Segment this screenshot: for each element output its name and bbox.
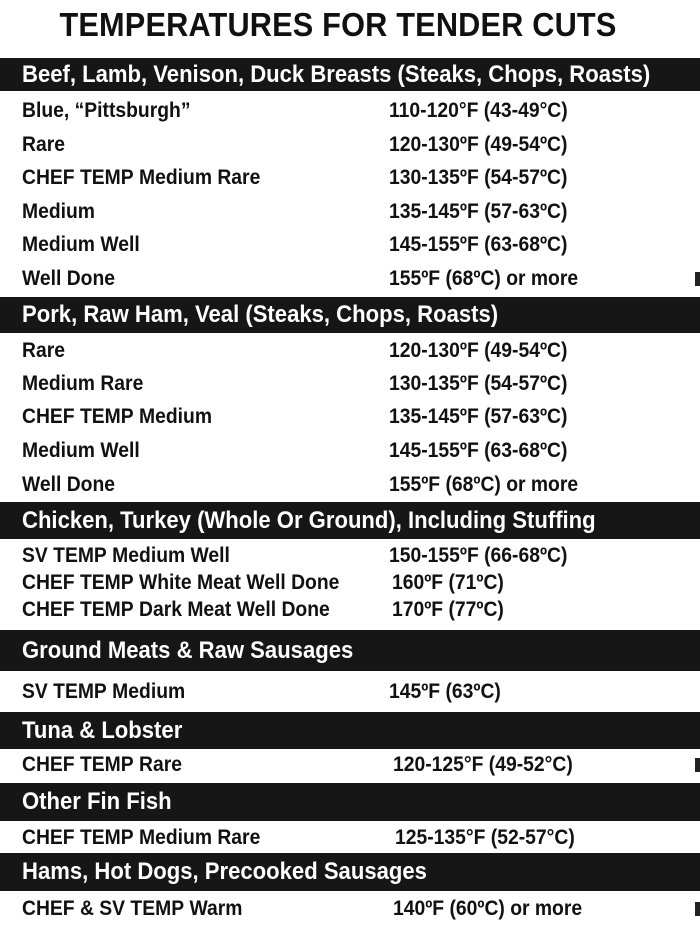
section-header-pork <box>0 297 700 333</box>
row-label: Medium Rare <box>133 826 261 849</box>
row-prefix: CHEF & SV TEMP <box>22 897 185 920</box>
table-row <box>22 571 339 595</box>
row-label: Rare <box>133 753 182 776</box>
row-value: 145-155ºF (63-68ºC) <box>389 233 568 256</box>
edge-mark <box>695 902 700 916</box>
row-value: 110-120°F (43-49°C) <box>389 99 568 122</box>
row-label: Medium Rare <box>133 166 261 189</box>
row-label: Medium Rare <box>22 372 144 395</box>
row-prefix: CHEF TEMP <box>22 753 134 776</box>
section-header-label: Beef, Lamb, Venison, Duck Breasts (Steaks, Chops, Roasts) <box>22 60 651 88</box>
edge-mark <box>695 758 700 772</box>
row-value: 120-125°F (49-52°C) <box>393 753 573 776</box>
row-value: 155ºF (68ºC) or more <box>389 267 579 290</box>
row-prefix: CHEF TEMP <box>22 598 134 621</box>
section-header-label: Ground Meats & Raw Sausages <box>22 636 354 664</box>
section-header-ground-meats <box>0 630 700 671</box>
row-label: Well Done <box>22 267 116 290</box>
section-header-chicken <box>0 502 700 539</box>
row-prefix: CHEF TEMP <box>22 166 134 189</box>
row-label: Blue, “Pittsburgh” <box>22 99 191 122</box>
row-label: Medium <box>106 680 186 703</box>
table-row <box>22 133 65 157</box>
section-header-other-fin-fish <box>0 783 700 821</box>
table-row <box>22 680 185 704</box>
row-label: Warm <box>184 897 243 920</box>
row-value: 125-135°F (52-57°C) <box>395 826 575 849</box>
row-label: Medium Well <box>22 233 140 256</box>
section-header-hams <box>0 853 700 891</box>
row-value: 135-145ºF (57-63ºC) <box>389 405 568 428</box>
table-row <box>22 473 115 497</box>
row-value: 140ºF (60ºC) or more <box>393 897 583 920</box>
page-title: TEMPERATURES FOR TENDER CUTS <box>59 6 617 43</box>
row-label: Medium Well <box>22 439 140 462</box>
row-value: 170ºF (77ºC) <box>392 598 504 621</box>
row-prefix: CHEF TEMP <box>22 826 134 849</box>
row-label: Medium Well <box>106 544 230 567</box>
row-value: 145ºF (63ºC) <box>389 680 501 703</box>
row-value: 130-135ºF (54-57ºC) <box>389 372 568 395</box>
row-value: 130-135ºF (54-57ºC) <box>389 166 568 189</box>
table-row <box>22 233 140 257</box>
table-row <box>22 439 140 463</box>
table-row <box>22 544 230 568</box>
table-row <box>22 339 65 363</box>
row-label: Medium <box>22 200 95 223</box>
table-row <box>22 897 242 921</box>
table-row <box>22 267 115 291</box>
row-value: 135-145ºF (57-63ºC) <box>389 200 568 223</box>
row-label: White Meat Well Done <box>133 571 340 594</box>
row-label: Rare <box>22 133 65 156</box>
section-header-label: Pork, Raw Ham, Veal (Steaks, Chops, Roasts) <box>22 301 499 328</box>
table-row <box>22 166 260 190</box>
row-prefix: CHEF TEMP <box>22 405 134 428</box>
row-prefix: SV TEMP <box>22 544 107 567</box>
section-header-label: Hams, Hot Dogs, Precooked Sausages <box>22 858 427 885</box>
row-value: 160ºF (71ºC) <box>392 571 504 594</box>
section-header-label: Chicken, Turkey (Whole Or Ground), Including Stuffing <box>22 506 596 534</box>
section-header-tuna-lobster <box>0 712 700 749</box>
row-value: 150-155ºF (66-68ºC) <box>389 544 568 567</box>
table-row <box>22 200 95 224</box>
section-header-label: Other Fin Fish <box>22 788 172 815</box>
table-row <box>22 826 260 850</box>
table-row <box>22 598 330 622</box>
row-prefix: SV TEMP <box>22 680 107 703</box>
row-value: 155ºF (68ºC) or more <box>389 473 579 496</box>
section-header-label: Tuna & Lobster <box>22 716 183 744</box>
row-prefix: CHEF TEMP <box>22 571 134 594</box>
row-label: Rare <box>22 339 65 362</box>
table-row <box>22 405 212 429</box>
edge-mark <box>695 272 700 286</box>
row-value: 145-155ºF (63-68ºC) <box>389 439 568 462</box>
row-label: Medium <box>133 405 212 428</box>
table-row <box>22 99 191 123</box>
row-value: 120-130ºF (49-54ºC) <box>389 133 568 156</box>
table-row <box>22 372 143 396</box>
row-label: Well Done <box>22 473 116 496</box>
row-label: Dark Meat Well Done <box>133 598 330 621</box>
row-value: 120-130ºF (49-54ºC) <box>389 339 568 362</box>
section-header-beef <box>0 58 700 91</box>
table-row <box>22 753 182 777</box>
